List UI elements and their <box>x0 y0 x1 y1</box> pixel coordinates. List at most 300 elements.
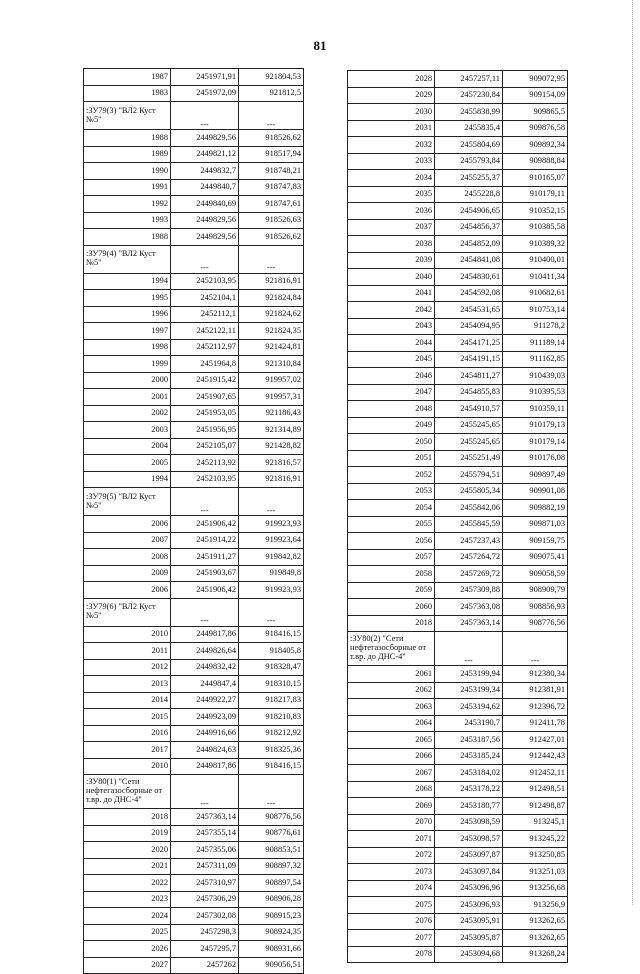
x-coordinate-cell: 2451911,27 <box>171 549 239 566</box>
table-row <box>84 146 304 163</box>
point-number-cell: 2018 <box>348 615 435 632</box>
point-number-cell: 2037 <box>348 219 435 236</box>
table-row <box>348 913 568 930</box>
y-coordinate-cell: 909871,03 <box>503 516 568 533</box>
table-row <box>348 682 568 699</box>
table-row <box>348 87 568 104</box>
point-number-cell: 2014 <box>84 692 171 709</box>
page-number: 81 <box>313 38 327 53</box>
point-number-cell: 2034 <box>348 170 435 187</box>
point-number-cell: 2031 <box>348 120 435 137</box>
x-coordinate-cell: 2449840,69 <box>171 196 239 213</box>
x-coordinate-cell: 2449922,27 <box>171 692 239 709</box>
y-coordinate-cell: 912381,91 <box>503 682 568 699</box>
point-number-cell: 2027 <box>84 957 171 974</box>
x-coordinate-cell: --- <box>171 598 239 626</box>
point-number-cell: 1990 <box>84 163 171 180</box>
x-coordinate-cell: 2449824,63 <box>171 742 239 759</box>
table-row <box>84 858 304 875</box>
x-coordinate-cell: 2452112,1 <box>171 306 239 323</box>
x-coordinate-cell: 2449821,12 <box>171 146 239 163</box>
table-row <box>84 842 304 859</box>
table-row <box>348 500 568 517</box>
point-number-cell: 2025 <box>84 924 171 941</box>
x-coordinate-cell: 2451903,67 <box>171 565 239 582</box>
x-coordinate-cell: 2457311,09 <box>171 858 239 875</box>
y-coordinate-cell: 918747,83 <box>239 179 304 196</box>
y-coordinate-cell: 918517,94 <box>239 146 304 163</box>
point-number-cell: 2072 <box>348 847 435 864</box>
table-row <box>348 351 568 368</box>
y-coordinate-cell: 910411,34 <box>503 269 568 286</box>
table-row <box>348 533 568 550</box>
x-coordinate-cell: 2455845,59 <box>435 516 503 533</box>
table-row <box>84 742 304 759</box>
table-row <box>84 565 304 582</box>
x-coordinate-cell: 2455251,49 <box>435 450 503 467</box>
table-row <box>348 467 568 484</box>
x-coordinate-cell: 2452122,11 <box>171 323 239 340</box>
table-row <box>84 69 304 86</box>
y-coordinate-cell: 909897,49 <box>503 467 568 484</box>
point-number-cell: 2028 <box>348 71 435 88</box>
point-number-cell: 2021 <box>84 858 171 875</box>
point-number-cell: 2038 <box>348 236 435 253</box>
point-number-cell: 2069 <box>348 798 435 815</box>
point-number-cell: 2004 <box>84 438 171 455</box>
x-coordinate-cell: 2454191,15 <box>435 351 503 368</box>
point-number-cell: 2047 <box>348 384 435 401</box>
y-coordinate-cell: 918416,15 <box>239 758 304 775</box>
table-row <box>348 930 568 947</box>
point-number-cell: 2002 <box>84 405 171 422</box>
point-number-cell: 2033 <box>348 153 435 170</box>
point-number-cell: 1994 <box>84 273 171 290</box>
point-number-cell: 2046 <box>348 368 435 385</box>
x-coordinate-cell: 2453185,24 <box>435 748 503 765</box>
y-coordinate-cell: 909892,34 <box>503 137 568 154</box>
x-coordinate-cell: 2457306,29 <box>171 891 239 908</box>
x-coordinate-cell: 2457237,43 <box>435 533 503 550</box>
point-number-cell: 2008 <box>84 549 171 566</box>
y-coordinate-cell: 910359,11 <box>503 401 568 418</box>
y-coordinate-cell: 909075,41 <box>503 549 568 566</box>
x-coordinate-cell: 2457264,72 <box>435 549 503 566</box>
point-number-cell: 2020 <box>84 842 171 859</box>
x-coordinate-cell: 2453199,34 <box>435 682 503 699</box>
x-coordinate-cell: 2457262 <box>171 957 239 974</box>
table-row <box>348 666 568 683</box>
table-row <box>348 153 568 170</box>
point-number-cell: 1987 <box>84 69 171 86</box>
point-number-cell: 2019 <box>84 825 171 842</box>
point-number-cell: 2040 <box>348 269 435 286</box>
point-number-cell: 2060 <box>348 599 435 616</box>
point-number-cell: 1988 <box>84 130 171 147</box>
point-number-cell: 2030 <box>348 104 435 121</box>
x-coordinate-cell: 2451964,8 <box>171 356 239 373</box>
x-coordinate-cell: 2457310,97 <box>171 875 239 892</box>
point-number-cell: 2001 <box>84 389 171 406</box>
y-coordinate-cell: 921428,82 <box>239 438 304 455</box>
point-number-cell: 2054 <box>348 500 435 517</box>
table-row <box>348 715 568 732</box>
x-coordinate-cell: 2455805,34 <box>435 483 503 500</box>
x-coordinate-cell: 2453187,56 <box>435 732 503 749</box>
x-coordinate-cell: 2452104,1 <box>171 290 239 307</box>
table-row <box>348 434 568 451</box>
table-row <box>348 71 568 88</box>
x-coordinate-cell: 2453178,22 <box>435 781 503 798</box>
x-coordinate-cell: 2453098,59 <box>435 814 503 831</box>
y-coordinate-cell: --- <box>239 598 304 626</box>
table-row <box>84 290 304 307</box>
y-coordinate-cell: 921824,62 <box>239 306 304 323</box>
point-number-cell: 2012 <box>84 659 171 676</box>
y-coordinate-cell: 919957,31 <box>239 389 304 406</box>
y-coordinate-cell: 910179,13 <box>503 417 568 434</box>
point-number-cell: 2041 <box>348 285 435 302</box>
x-coordinate-cell: 2457298,3 <box>171 924 239 941</box>
x-coordinate-cell: 2454531,65 <box>435 302 503 319</box>
point-number-cell: 2005 <box>84 455 171 472</box>
x-coordinate-cell: 2457295,7 <box>171 941 239 958</box>
point-number-cell: 2068 <box>348 781 435 798</box>
y-coordinate-cell: 909159,75 <box>503 533 568 550</box>
point-number-cell: 2075 <box>348 897 435 914</box>
y-coordinate-cell: 909888,84 <box>503 153 568 170</box>
table-row <box>84 85 304 102</box>
table-row <box>348 285 568 302</box>
table-row <box>84 532 304 549</box>
x-coordinate-cell: 2451906,42 <box>171 516 239 533</box>
point-number-cell: 1997 <box>84 323 171 340</box>
table-row <box>84 356 304 373</box>
x-coordinate-cell: 2452105,07 <box>171 438 239 455</box>
x-coordinate-cell: 2449832,42 <box>171 659 239 676</box>
table-row <box>84 405 304 422</box>
y-coordinate-cell: 909901,08 <box>503 483 568 500</box>
point-number-cell: 2071 <box>348 831 435 848</box>
table-row <box>84 130 304 147</box>
table-group-row <box>84 102 304 130</box>
y-coordinate-cell: 921816,91 <box>239 273 304 290</box>
point-number-cell: 2057 <box>348 549 435 566</box>
table-row <box>348 516 568 533</box>
x-coordinate-cell: 2449829,56 <box>171 212 239 229</box>
point-number-cell: 1993 <box>84 212 171 229</box>
x-coordinate-cell: 2457363,14 <box>435 615 503 632</box>
point-number-cell: 2006 <box>84 516 171 533</box>
point-number-cell: 2013 <box>84 676 171 693</box>
x-coordinate-cell: 2451914,22 <box>171 532 239 549</box>
x-coordinate-cell: 2454094,95 <box>435 318 503 335</box>
y-coordinate-cell: 909154,09 <box>503 87 568 104</box>
table-group-row <box>84 598 304 626</box>
point-number-cell: 2056 <box>348 533 435 550</box>
y-coordinate-cell: 912498,51 <box>503 781 568 798</box>
x-coordinate-cell: 2455842,06 <box>435 500 503 517</box>
point-number-cell: 2061 <box>348 666 435 683</box>
table-row <box>84 389 304 406</box>
y-coordinate-cell: 910385,58 <box>503 219 568 236</box>
y-coordinate-cell: 912396,72 <box>503 699 568 716</box>
y-coordinate-cell: 918747,61 <box>239 196 304 213</box>
table-row <box>348 864 568 881</box>
table-row <box>348 483 568 500</box>
table-row <box>348 946 568 963</box>
point-number-cell: 2051 <box>348 450 435 467</box>
point-number-cell: 1995 <box>84 290 171 307</box>
y-coordinate-cell: --- <box>239 245 304 273</box>
x-coordinate-cell: 2451953,05 <box>171 405 239 422</box>
point-number-cell: 2065 <box>348 732 435 749</box>
table-row <box>348 549 568 566</box>
x-coordinate-cell: 2455835,4 <box>435 120 503 137</box>
y-coordinate-cell: 911278,2 <box>503 318 568 335</box>
y-coordinate-cell: 913256,9 <box>503 897 568 914</box>
table-row <box>84 908 304 925</box>
x-coordinate-cell: 2454841,08 <box>435 252 503 269</box>
point-number-cell: 2050 <box>348 434 435 451</box>
x-coordinate-cell: 2453095,87 <box>435 930 503 947</box>
x-coordinate-cell: 2453098,57 <box>435 831 503 848</box>
table-row <box>84 196 304 213</box>
table-row <box>348 615 568 632</box>
x-coordinate-cell: 2449826,64 <box>171 643 239 660</box>
point-number-cell: 1998 <box>84 339 171 356</box>
x-coordinate-cell: 2449829,56 <box>171 229 239 246</box>
x-coordinate-cell: 2451972,09 <box>171 85 239 102</box>
table-row <box>84 438 304 455</box>
table-row <box>84 471 304 488</box>
y-coordinate-cell: 912498,87 <box>503 798 568 815</box>
y-coordinate-cell: 910753,14 <box>503 302 568 319</box>
x-coordinate-cell: 2455804,69 <box>435 137 503 154</box>
y-coordinate-cell: 908931,66 <box>239 941 304 958</box>
point-number-cell: 2067 <box>348 765 435 782</box>
table-row <box>348 186 568 203</box>
point-number-cell: :ЗУ80(1) "Сети нефтегазосборные от т.вр. до ДНС-4" <box>84 775 171 809</box>
table-group-row <box>84 775 304 809</box>
y-coordinate-cell: 918325,36 <box>239 742 304 759</box>
y-coordinate-cell: 908853,51 <box>239 842 304 859</box>
point-number-cell: 2078 <box>348 946 435 963</box>
table-row <box>348 236 568 253</box>
y-coordinate-cell: 912452,11 <box>503 765 568 782</box>
table-row <box>348 599 568 616</box>
y-coordinate-cell: 908897,32 <box>239 858 304 875</box>
table-row <box>348 748 568 765</box>
point-number-cell: 2024 <box>84 908 171 925</box>
x-coordinate-cell: 2455245,65 <box>435 417 503 434</box>
x-coordinate-cell: 2457363,08 <box>435 599 503 616</box>
y-coordinate-cell: 908924,35 <box>239 924 304 941</box>
table-row <box>348 847 568 864</box>
point-number-cell: 2029 <box>348 87 435 104</box>
x-coordinate-cell: 2457355,14 <box>171 825 239 842</box>
point-number-cell: 1983 <box>84 85 171 102</box>
point-number-cell: 2010 <box>84 758 171 775</box>
x-coordinate-cell: 2457269,72 <box>435 566 503 583</box>
table-row <box>348 831 568 848</box>
table-row <box>84 676 304 693</box>
x-coordinate-cell: 2455255,37 <box>435 170 503 187</box>
y-coordinate-cell: 913262,65 <box>503 930 568 947</box>
table-row <box>84 549 304 566</box>
y-coordinate-cell: 918526,62 <box>239 229 304 246</box>
table-row <box>84 582 304 599</box>
y-coordinate-cell: 909876,58 <box>503 120 568 137</box>
x-coordinate-cell: 2454171,25 <box>435 335 503 352</box>
x-coordinate-cell: 2449840,7 <box>171 179 239 196</box>
point-number-cell: 2009 <box>84 565 171 582</box>
y-coordinate-cell: 913251,03 <box>503 864 568 881</box>
point-number-cell: 1999 <box>84 356 171 373</box>
table-row <box>84 924 304 941</box>
y-coordinate-cell: --- <box>239 775 304 809</box>
y-coordinate-cell: 910389,32 <box>503 236 568 253</box>
y-coordinate-cell: 918212,92 <box>239 725 304 742</box>
x-coordinate-cell: 2452113,92 <box>171 455 239 472</box>
y-coordinate-cell: 910400,01 <box>503 252 568 269</box>
table-row <box>84 422 304 439</box>
point-number-cell: 2043 <box>348 318 435 335</box>
table-row <box>84 643 304 660</box>
y-coordinate-cell: 910179,11 <box>503 186 568 203</box>
y-coordinate-cell: 913256,68 <box>503 880 568 897</box>
point-number-cell: 2064 <box>348 715 435 732</box>
table-row <box>84 273 304 290</box>
y-coordinate-cell: 918526,62 <box>239 130 304 147</box>
table-row <box>348 814 568 831</box>
x-coordinate-cell: 2454811,27 <box>435 368 503 385</box>
coordinates-table-right <box>347 70 568 963</box>
x-coordinate-cell: 2454856,37 <box>435 219 503 236</box>
point-number-cell: 2077 <box>348 930 435 947</box>
table-row <box>84 758 304 775</box>
y-coordinate-cell: 908897,54 <box>239 875 304 892</box>
y-coordinate-cell: 910179,14 <box>503 434 568 451</box>
point-number-cell: 2017 <box>84 742 171 759</box>
table-row <box>348 732 568 749</box>
table-row <box>84 725 304 742</box>
x-coordinate-cell: 2457309,88 <box>435 582 503 599</box>
x-coordinate-cell: --- <box>171 245 239 273</box>
table-row <box>348 318 568 335</box>
y-coordinate-cell: 919957,02 <box>239 372 304 389</box>
y-coordinate-cell: 912411,78 <box>503 715 568 732</box>
table-row <box>348 384 568 401</box>
table-row <box>348 566 568 583</box>
x-coordinate-cell: 2457257,11 <box>435 71 503 88</box>
table-row <box>84 516 304 533</box>
x-coordinate-cell: 2454852,09 <box>435 236 503 253</box>
point-number-cell: 2073 <box>348 864 435 881</box>
table-row <box>348 252 568 269</box>
y-coordinate-cell: 921824,84 <box>239 290 304 307</box>
point-number-cell: 2003 <box>84 422 171 439</box>
table-row <box>84 825 304 842</box>
table-row <box>348 368 568 385</box>
x-coordinate-cell: 2451915,42 <box>171 372 239 389</box>
x-coordinate-cell: 2452112,97 <box>171 339 239 356</box>
y-coordinate-cell: --- <box>239 488 304 516</box>
point-number-cell: 1996 <box>84 306 171 323</box>
y-coordinate-cell: 918310,15 <box>239 676 304 693</box>
x-coordinate-cell: 2453095,91 <box>435 913 503 930</box>
x-coordinate-cell: --- <box>171 775 239 809</box>
table-row <box>84 212 304 229</box>
point-number-cell: 2015 <box>84 709 171 726</box>
y-coordinate-cell: 918748,21 <box>239 163 304 180</box>
point-number-cell: 1988 <box>84 229 171 246</box>
table-row <box>84 306 304 323</box>
table-row <box>348 417 568 434</box>
x-coordinate-cell: 2449847,4 <box>171 676 239 693</box>
y-coordinate-cell: 921816,91 <box>239 471 304 488</box>
point-number-cell: 2076 <box>348 913 435 930</box>
x-coordinate-cell: --- <box>435 632 503 666</box>
y-coordinate-cell: 910439,03 <box>503 368 568 385</box>
x-coordinate-cell: 2455245,65 <box>435 434 503 451</box>
x-coordinate-cell: 2452103,95 <box>171 273 239 290</box>
y-coordinate-cell: 909865,5 <box>503 104 568 121</box>
y-coordinate-cell: 919923,93 <box>239 516 304 533</box>
y-coordinate-cell: 913262,65 <box>503 913 568 930</box>
table-row <box>84 179 304 196</box>
y-coordinate-cell: 921314,89 <box>239 422 304 439</box>
x-coordinate-cell: 2457363,14 <box>171 809 239 826</box>
table-row <box>84 709 304 726</box>
table-row <box>84 809 304 826</box>
point-number-cell: 2023 <box>84 891 171 908</box>
y-coordinate-cell: 909072,95 <box>503 71 568 88</box>
table-row <box>348 699 568 716</box>
y-coordinate-cell: 919842,82 <box>239 549 304 566</box>
y-coordinate-cell: 918416,15 <box>239 626 304 643</box>
x-coordinate-cell: 2455794,51 <box>435 467 503 484</box>
y-coordinate-cell: 919923,93 <box>239 582 304 599</box>
table-row <box>348 302 568 319</box>
table-row <box>84 339 304 356</box>
point-number-cell: 2044 <box>348 335 435 352</box>
x-coordinate-cell: 2457355,06 <box>171 842 239 859</box>
y-coordinate-cell: 921812,5 <box>239 85 304 102</box>
table-row <box>84 626 304 643</box>
table-row <box>84 455 304 472</box>
x-coordinate-cell: 2453194,62 <box>435 699 503 716</box>
x-coordinate-cell: 2449817,86 <box>171 758 239 775</box>
table-row <box>348 269 568 286</box>
point-number-cell: 2042 <box>348 302 435 319</box>
x-coordinate-cell: 2457230,84 <box>435 87 503 104</box>
y-coordinate-cell: 910395,53 <box>503 384 568 401</box>
point-number-cell: 2026 <box>84 941 171 958</box>
y-coordinate-cell: 918210,83 <box>239 709 304 726</box>
point-number-cell: 2032 <box>348 137 435 154</box>
x-coordinate-cell: 2453184,02 <box>435 765 503 782</box>
x-coordinate-cell: 2454910,57 <box>435 401 503 418</box>
table-row <box>84 941 304 958</box>
y-coordinate-cell: 908909,79 <box>503 582 568 599</box>
table-row <box>84 692 304 709</box>
x-coordinate-cell: 2453097,87 <box>435 847 503 864</box>
x-coordinate-cell: 2454592,08 <box>435 285 503 302</box>
y-coordinate-cell: 912442,43 <box>503 748 568 765</box>
table-row <box>348 880 568 897</box>
y-coordinate-cell: 921824,35 <box>239 323 304 340</box>
